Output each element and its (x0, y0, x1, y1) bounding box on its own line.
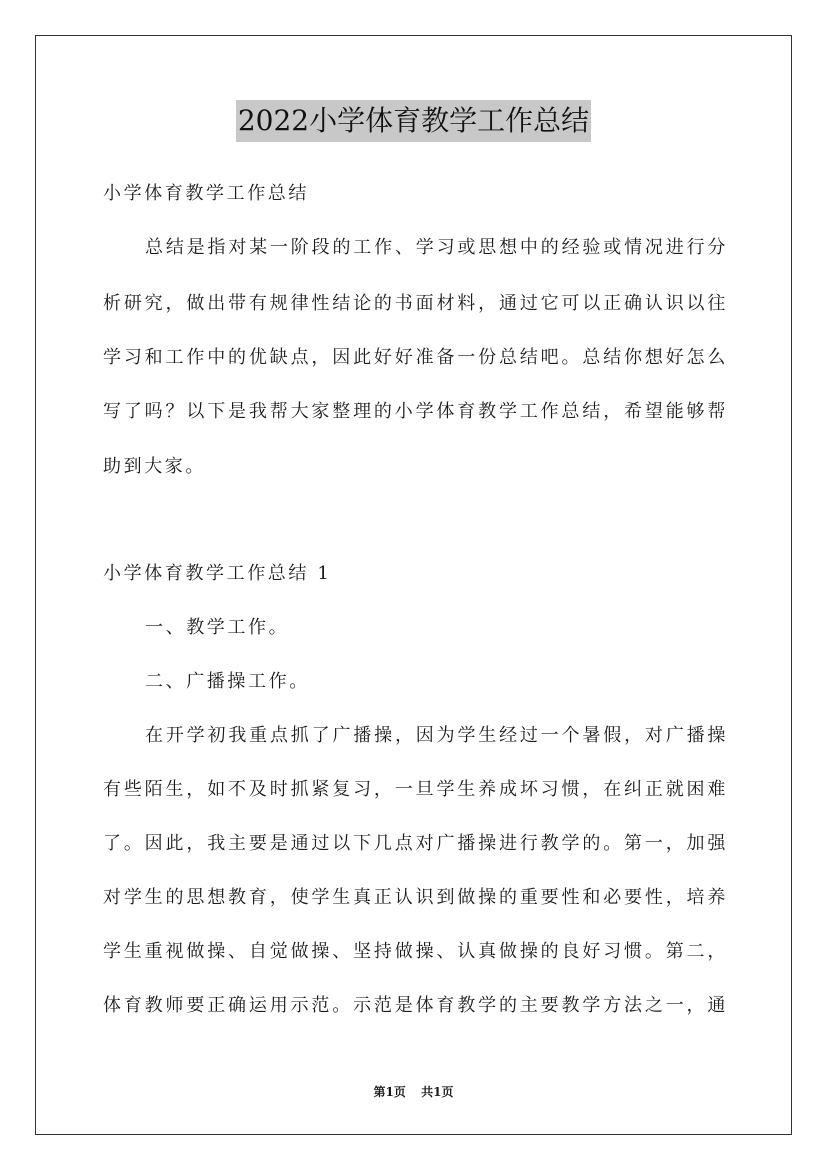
intro-line: 总结是指对某一阶段的工作、学习或思想中的经验或情况进行分 (145, 237, 728, 258)
body-line: 有些陌生，如不及时抓紧复习，一旦学生养成坏习惯，在纠正就困难 (103, 779, 728, 800)
subtitle: 小学体育教学工作总结 (103, 183, 309, 204)
body-line: 学生重视做操、自觉做操、坚持做操、认真做操的良好习惯。第二， (103, 941, 728, 962)
section-title: 小学体育教学工作总结 1 (103, 563, 332, 584)
intro-line: 助到大家。 (103, 456, 206, 477)
title-container (0, 100, 827, 142)
body-line: 在开学初我重点抓了广播操，因为学生经过一个暑假，对广播操 (145, 725, 728, 746)
intro-line: 析研究，做出带有规律性结论的书面材料，通过它可以正确认识以往 (103, 293, 728, 314)
page-total: 共1页 (421, 1085, 454, 1099)
document-title: 2022小学体育教学工作总结 (236, 100, 591, 142)
intro-line: 学习和工作中的优缺点，因此好好准备一份总结吧。总结你想好怎么 (103, 347, 728, 368)
list-item-teaching: 一、教学工作。 (145, 617, 290, 638)
intro-line: 写了吗？以下是我帮大家整理的小学体育教学工作总结，希望能够帮 (103, 401, 728, 422)
body-line: 对学生的思想教育，使学生真正认识到做操的重要性和必要性，培养 (103, 887, 728, 908)
body-line: 体育教师要正确运用示范。示范是体育教学的主要教学方法之一，通 (103, 995, 728, 1016)
body-line: 了。因此，我主要是通过以下几点对广播操进行教学的。第一，加强 (103, 833, 728, 854)
list-item-exercise: 二、广播操工作。 (145, 671, 310, 692)
page-footer (0, 1084, 827, 1100)
page-number: 第1页 (373, 1085, 406, 1099)
